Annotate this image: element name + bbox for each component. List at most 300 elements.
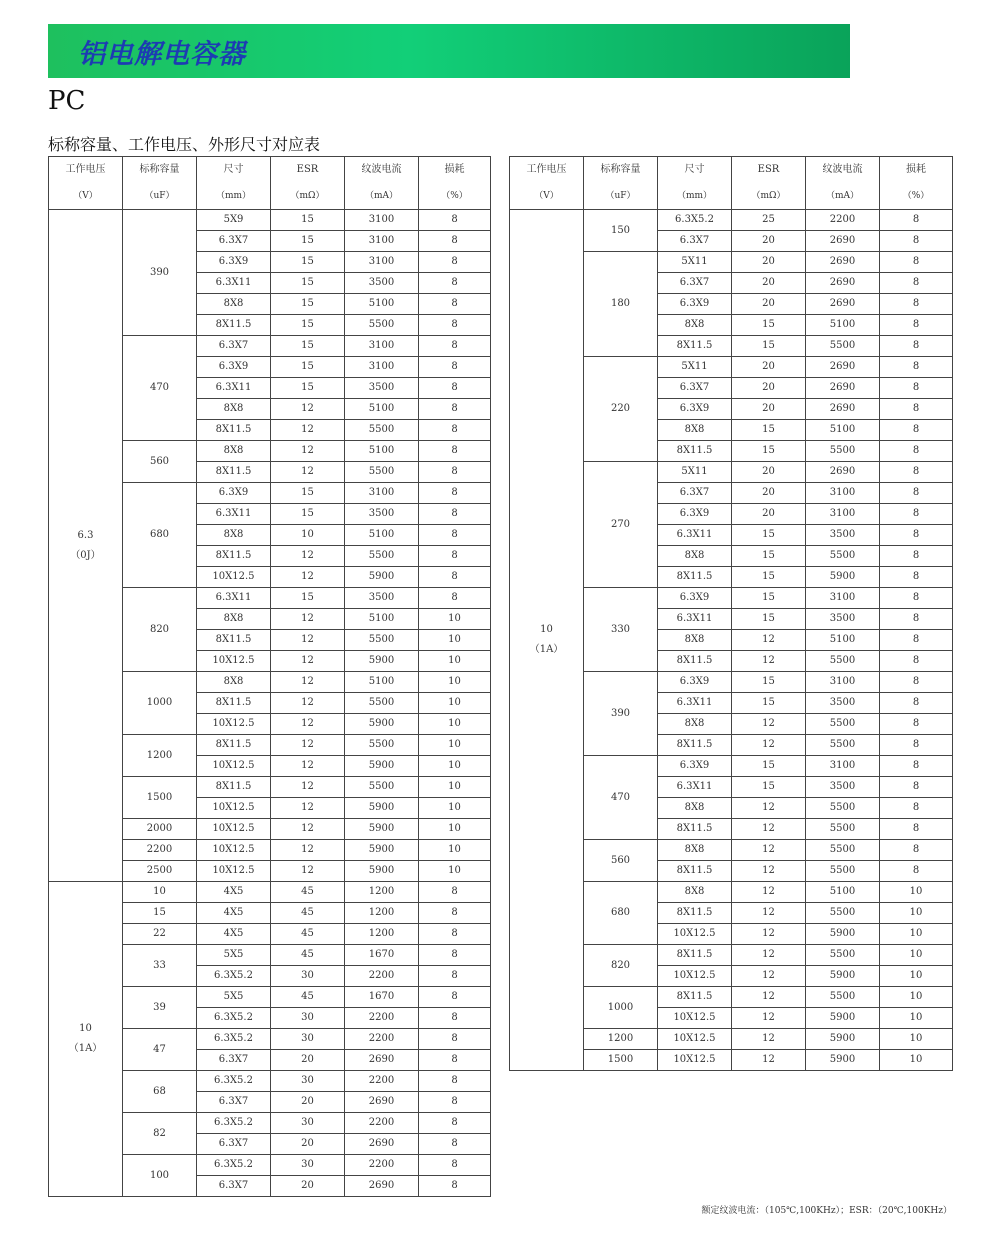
loss-cell: 10 (419, 735, 491, 756)
size-cell: 6.3X11 (658, 609, 732, 630)
table-row (49, 210, 491, 231)
ripple-current-cell: 5900 (806, 966, 880, 987)
ripple-current-cell: 2690 (806, 399, 880, 420)
esr-cell: 12 (271, 756, 345, 777)
esr-cell: 45 (271, 882, 345, 903)
size-cell: 8X11.5 (658, 987, 732, 1008)
loss-cell: 8 (880, 798, 953, 819)
size-cell: 6.3X5.2 (197, 1008, 271, 1029)
ripple-current-cell: 5100 (806, 315, 880, 336)
esr-cell: 15 (732, 315, 806, 336)
esr-cell: 15 (271, 378, 345, 399)
size-cell: 6.3X7 (197, 1050, 271, 1071)
loss-cell: 8 (419, 945, 491, 966)
esr-cell: 12 (271, 819, 345, 840)
capacitance-cell: 2500 (123, 861, 197, 882)
capacitance-cell: 180 (584, 252, 658, 357)
loss-cell: 8 (419, 1176, 491, 1197)
esr-cell: 12 (732, 1029, 806, 1050)
loss-cell: 10 (880, 1029, 953, 1050)
size-cell: 6.3X7 (197, 231, 271, 252)
size-cell: 6.3X5.2 (197, 1113, 271, 1134)
esr-cell: 12 (271, 630, 345, 651)
capacitance-cell: 39 (123, 987, 197, 1029)
table-subtitle: 标称容量、工作电压、外形尺寸对应表 (48, 135, 321, 154)
esr-cell: 15 (732, 567, 806, 588)
loss-cell: 8 (880, 756, 953, 777)
ripple-current-cell: 5500 (806, 819, 880, 840)
loss-cell: 8 (419, 357, 491, 378)
ripple-current-cell: 3100 (345, 336, 419, 357)
esr-cell: 30 (271, 966, 345, 987)
ripple-current-cell: 2690 (806, 273, 880, 294)
size-cell: 8X8 (658, 882, 732, 903)
size-cell: 10X12.5 (197, 840, 271, 861)
size-cell: 8X8 (197, 441, 271, 462)
loss-cell: 8 (419, 588, 491, 609)
ripple-current-cell: 2200 (345, 1008, 419, 1029)
column-header (345, 157, 419, 210)
ripple-current-cell: 2690 (345, 1134, 419, 1155)
size-cell: 10X12.5 (197, 651, 271, 672)
esr-cell: 15 (271, 588, 345, 609)
ripple-current-cell: 2690 (806, 252, 880, 273)
size-cell: 8X11.5 (197, 630, 271, 651)
loss-cell: 8 (419, 1134, 491, 1155)
esr-cell: 45 (271, 945, 345, 966)
ripple-current-cell: 2200 (345, 1155, 419, 1176)
loss-cell: 8 (880, 294, 953, 315)
size-cell: 6.3X7 (658, 231, 732, 252)
capacitance-cell: 820 (123, 588, 197, 672)
esr-cell: 12 (732, 819, 806, 840)
size-cell: 8X11.5 (197, 546, 271, 567)
ripple-current-cell: 5100 (345, 399, 419, 420)
esr-cell: 45 (271, 903, 345, 924)
ripple-current-cell: 5100 (806, 630, 880, 651)
esr-cell: 15 (271, 231, 345, 252)
capacitance-cell: 22 (123, 924, 197, 945)
esr-cell: 12 (732, 735, 806, 756)
size-cell: 8X11.5 (658, 819, 732, 840)
column-header-label: 工作电压 (526, 164, 567, 175)
ripple-current-cell: 5900 (806, 1050, 880, 1071)
size-cell: 4X5 (197, 924, 271, 945)
ripple-current-cell: 3100 (806, 483, 880, 504)
loss-cell: 8 (880, 693, 953, 714)
column-header (806, 157, 880, 210)
capacitance-cell: 150 (584, 210, 658, 252)
esr-cell: 15 (732, 336, 806, 357)
size-cell: 6.3X9 (658, 504, 732, 525)
esr-cell: 45 (271, 924, 345, 945)
size-cell: 6.3X9 (658, 756, 732, 777)
loss-cell: 10 (419, 609, 491, 630)
ripple-current-cell: 2200 (345, 966, 419, 987)
column-header-unit: （uF） (605, 191, 636, 201)
esr-cell: 15 (732, 420, 806, 441)
loss-cell: 8 (880, 609, 953, 630)
esr-cell: 20 (271, 1092, 345, 1113)
ripple-current-cell: 2200 (806, 210, 880, 231)
loss-cell: 8 (419, 231, 491, 252)
ripple-current-cell: 5500 (345, 462, 419, 483)
capacitance-cell: 2000 (123, 819, 197, 840)
size-cell: 6.3X5.2 (197, 1155, 271, 1176)
loss-cell: 8 (419, 336, 491, 357)
loss-cell: 8 (880, 672, 953, 693)
size-cell: 6.3X7 (197, 1176, 271, 1197)
esr-cell: 30 (271, 1113, 345, 1134)
ripple-current-cell: 5500 (806, 903, 880, 924)
size-cell: 8X8 (658, 714, 732, 735)
size-cell: 10X12.5 (197, 798, 271, 819)
capacitance-cell: 1200 (584, 1029, 658, 1050)
loss-cell: 8 (419, 1071, 491, 1092)
loss-cell: 8 (419, 1155, 491, 1176)
esr-cell: 15 (732, 672, 806, 693)
ripple-current-cell: 5100 (806, 882, 880, 903)
ripple-current-cell: 5100 (806, 420, 880, 441)
loss-cell: 8 (880, 462, 953, 483)
loss-cell: 8 (419, 1092, 491, 1113)
size-cell: 8X11.5 (658, 651, 732, 672)
esr-cell: 12 (271, 399, 345, 420)
loss-cell: 8 (419, 1050, 491, 1071)
ripple-current-cell: 5100 (345, 609, 419, 630)
esr-cell: 45 (271, 987, 345, 1008)
esr-cell: 20 (271, 1050, 345, 1071)
loss-cell: 8 (880, 357, 953, 378)
esr-cell: 12 (271, 567, 345, 588)
esr-cell: 20 (732, 252, 806, 273)
size-cell: 6.3X7 (197, 1134, 271, 1155)
ripple-current-cell: 2690 (345, 1176, 419, 1197)
size-cell: 8X11.5 (658, 441, 732, 462)
loss-cell: 8 (880, 420, 953, 441)
esr-cell: 12 (732, 924, 806, 945)
size-cell: 6.3X5.2 (658, 210, 732, 231)
capacitance-cell: 680 (584, 882, 658, 945)
esr-cell: 12 (732, 798, 806, 819)
size-cell: 10X12.5 (658, 1029, 732, 1050)
loss-cell: 8 (419, 924, 491, 945)
column-header-label: ESR (757, 164, 780, 175)
size-cell: 5X9 (197, 210, 271, 231)
size-cell: 10X12.5 (658, 966, 732, 987)
column-header-unit: （mΩ） (751, 191, 786, 201)
model-name: PC (48, 86, 86, 116)
size-cell: 8X8 (658, 840, 732, 861)
esr-cell: 12 (271, 777, 345, 798)
capacitance-cell: 470 (584, 756, 658, 840)
ripple-current-cell: 3500 (806, 525, 880, 546)
esr-cell: 15 (271, 336, 345, 357)
esr-cell: 15 (732, 777, 806, 798)
esr-cell: 15 (271, 357, 345, 378)
loss-cell: 8 (419, 483, 491, 504)
size-cell: 6.3X9 (658, 672, 732, 693)
ripple-current-cell: 2200 (345, 1113, 419, 1134)
esr-cell: 12 (732, 840, 806, 861)
size-cell: 6.3X5.2 (197, 1071, 271, 1092)
ripple-current-cell: 2690 (345, 1092, 419, 1113)
loss-cell: 8 (880, 231, 953, 252)
size-cell: 8X11.5 (658, 336, 732, 357)
ripple-current-cell: 5900 (345, 861, 419, 882)
loss-cell: 8 (880, 336, 953, 357)
ripple-current-cell: 5900 (345, 840, 419, 861)
ripple-current-cell: 5100 (345, 672, 419, 693)
ripple-current-cell: 5900 (806, 924, 880, 945)
loss-cell: 10 (880, 1050, 953, 1071)
voltage-cell (510, 210, 584, 1071)
size-cell: 10X12.5 (658, 1008, 732, 1029)
size-cell: 6.3X11 (197, 273, 271, 294)
ripple-current-cell: 2690 (806, 294, 880, 315)
column-header-label: 纹波电流 (822, 164, 863, 175)
ripple-current-cell: 5500 (806, 441, 880, 462)
size-cell: 6.3X7 (197, 336, 271, 357)
column-header-label: 纹波电流 (361, 164, 402, 175)
ripple-current-cell: 5900 (345, 714, 419, 735)
column-header (271, 157, 345, 210)
ripple-current-cell: 1200 (345, 882, 419, 903)
size-cell: 8X11.5 (658, 735, 732, 756)
size-cell: 10X12.5 (197, 861, 271, 882)
loss-cell: 10 (419, 840, 491, 861)
loss-cell: 8 (419, 966, 491, 987)
loss-cell: 8 (880, 441, 953, 462)
size-cell: 8X11.5 (658, 861, 732, 882)
loss-cell: 8 (419, 567, 491, 588)
size-cell: 8X11.5 (197, 315, 271, 336)
esr-cell: 12 (271, 441, 345, 462)
ripple-current-cell: 3100 (345, 231, 419, 252)
column-header-unit: （%） (902, 191, 930, 201)
ripple-current-cell: 3500 (345, 273, 419, 294)
size-cell: 8X11.5 (197, 693, 271, 714)
ripple-current-cell: 1670 (345, 987, 419, 1008)
capacitance-cell: 220 (584, 357, 658, 462)
capacitance-cell: 270 (584, 462, 658, 588)
size-cell: 6.3X9 (658, 399, 732, 420)
esr-cell: 20 (732, 231, 806, 252)
loss-cell: 8 (880, 378, 953, 399)
loss-cell: 8 (419, 903, 491, 924)
loss-cell: 8 (419, 441, 491, 462)
loss-cell: 8 (419, 882, 491, 903)
esr-cell: 15 (271, 483, 345, 504)
ripple-current-cell: 3100 (806, 588, 880, 609)
size-cell: 8X11.5 (197, 735, 271, 756)
esr-cell: 12 (271, 546, 345, 567)
column-header (510, 157, 584, 210)
size-cell: 6.3X11 (197, 588, 271, 609)
size-cell: 6.3X7 (658, 483, 732, 504)
capacitance-cell: 1000 (123, 672, 197, 735)
loss-cell: 8 (880, 651, 953, 672)
column-header-label: 尺寸 (223, 164, 244, 175)
capacitance-cell: 820 (584, 945, 658, 987)
esr-cell: 12 (732, 945, 806, 966)
size-cell: 6.3X5.2 (197, 966, 271, 987)
column-header-label: 标称容量 (600, 164, 641, 175)
ripple-current-cell: 2690 (806, 462, 880, 483)
esr-cell: 15 (732, 693, 806, 714)
esr-cell: 15 (271, 504, 345, 525)
size-cell: 6.3X11 (658, 693, 732, 714)
esr-cell: 30 (271, 1029, 345, 1050)
footnote: 额定纹波电流：（105℃,100KHz）；ESR：（20℃,100KHz） (701, 1206, 952, 1216)
size-cell: 6.3X9 (197, 483, 271, 504)
size-cell: 6.3X11 (197, 504, 271, 525)
capacitance-cell: 390 (123, 210, 197, 336)
column-header-unit: （mA） (825, 191, 860, 201)
esr-cell: 12 (732, 630, 806, 651)
esr-cell: 20 (732, 483, 806, 504)
size-cell: 5X5 (197, 987, 271, 1008)
loss-cell: 10 (419, 651, 491, 672)
esr-cell: 15 (732, 588, 806, 609)
table-header-row (49, 157, 491, 210)
loss-cell: 10 (419, 693, 491, 714)
ripple-current-cell: 5500 (806, 861, 880, 882)
size-cell: 8X8 (197, 672, 271, 693)
size-cell: 8X8 (197, 294, 271, 315)
esr-cell: 15 (732, 525, 806, 546)
esr-cell: 20 (732, 294, 806, 315)
column-header (584, 157, 658, 210)
size-cell: 10X12.5 (197, 567, 271, 588)
capacitance-cell: 470 (123, 336, 197, 441)
ripple-current-cell: 3100 (806, 756, 880, 777)
loss-cell: 8 (419, 273, 491, 294)
loss-cell: 8 (419, 210, 491, 231)
size-cell: 6.3X9 (197, 357, 271, 378)
loss-cell: 10 (419, 714, 491, 735)
size-cell: 6.3X11 (197, 378, 271, 399)
esr-cell: 30 (271, 1008, 345, 1029)
esr-cell: 30 (271, 1071, 345, 1092)
size-cell: 6.3X9 (197, 252, 271, 273)
ripple-current-cell: 1670 (345, 945, 419, 966)
ripple-current-cell: 5500 (806, 735, 880, 756)
ripple-current-cell: 5900 (806, 1029, 880, 1050)
size-cell: 5X5 (197, 945, 271, 966)
size-cell: 8X11.5 (197, 462, 271, 483)
column-header (123, 157, 197, 210)
capacitance-cell: 82 (123, 1113, 197, 1155)
ripple-current-cell: 5900 (345, 651, 419, 672)
esr-cell: 12 (271, 840, 345, 861)
size-cell: 8X11.5 (197, 420, 271, 441)
loss-cell: 8 (880, 714, 953, 735)
ripple-current-cell: 5900 (345, 756, 419, 777)
size-cell: 8X11.5 (197, 777, 271, 798)
voltage-cell (49, 210, 123, 882)
capacitance-cell: 33 (123, 945, 197, 987)
ripple-current-cell: 5900 (345, 567, 419, 588)
loss-cell: 8 (880, 546, 953, 567)
banner-title: 铝电解电容器 (78, 39, 246, 70)
voltage-code: （1A） (529, 644, 564, 655)
column-header (732, 157, 806, 210)
esr-cell: 12 (732, 987, 806, 1008)
loss-cell: 10 (419, 672, 491, 693)
capacitance-cell: 680 (123, 483, 197, 588)
esr-cell: 15 (732, 546, 806, 567)
column-header (880, 157, 953, 210)
esr-cell: 10 (271, 525, 345, 546)
ripple-current-cell: 5500 (345, 420, 419, 441)
header-banner (48, 24, 850, 78)
esr-cell: 20 (732, 273, 806, 294)
loss-cell: 8 (419, 546, 491, 567)
esr-cell: 12 (271, 693, 345, 714)
esr-cell: 12 (271, 861, 345, 882)
size-cell: 10X12.5 (197, 819, 271, 840)
loss-cell: 10 (419, 861, 491, 882)
ripple-current-cell: 2200 (345, 1071, 419, 1092)
ripple-current-cell: 3500 (345, 504, 419, 525)
column-header-label: 工作电压 (65, 164, 106, 175)
esr-cell: 12 (732, 651, 806, 672)
loss-cell: 8 (419, 1008, 491, 1029)
column-header (658, 157, 732, 210)
voltage-cell (49, 882, 123, 1197)
column-header-label: 尺寸 (684, 164, 705, 175)
loss-cell: 8 (880, 840, 953, 861)
ripple-current-cell: 3500 (806, 609, 880, 630)
column-header-unit: （V） (73, 191, 98, 201)
size-cell: 6.3X11 (658, 777, 732, 798)
size-cell: 6.3X5.2 (197, 1029, 271, 1050)
loss-cell: 10 (419, 798, 491, 819)
ripple-current-cell: 5500 (806, 945, 880, 966)
voltage-value: 10 (79, 1023, 92, 1034)
capacitance-cell: 100 (123, 1155, 197, 1197)
loss-cell: 8 (880, 777, 953, 798)
esr-cell: 12 (271, 798, 345, 819)
size-cell: 8X11.5 (658, 945, 732, 966)
size-cell: 4X5 (197, 903, 271, 924)
ripple-current-cell: 3100 (345, 357, 419, 378)
ripple-current-cell: 3500 (806, 693, 880, 714)
column-header-label: ESR (296, 164, 319, 175)
loss-cell: 10 (880, 987, 953, 1008)
size-cell: 6.3X9 (658, 588, 732, 609)
ripple-current-cell: 5500 (806, 987, 880, 1008)
loss-cell: 8 (419, 378, 491, 399)
size-cell: 5X11 (658, 252, 732, 273)
voltage-value: 10 (540, 624, 553, 635)
loss-cell: 8 (880, 483, 953, 504)
voltage-code: （1A） (68, 1043, 103, 1054)
esr-cell: 20 (271, 1134, 345, 1155)
loss-cell: 8 (419, 1113, 491, 1134)
loss-cell: 10 (880, 882, 953, 903)
capacitance-cell: 560 (584, 840, 658, 882)
loss-cell: 8 (880, 315, 953, 336)
loss-cell: 8 (880, 525, 953, 546)
column-header (419, 157, 491, 210)
size-cell: 6.3X9 (658, 294, 732, 315)
loss-cell: 8 (880, 273, 953, 294)
table-header-row (510, 157, 953, 210)
esr-cell: 15 (271, 315, 345, 336)
size-cell: 10X12.5 (197, 756, 271, 777)
